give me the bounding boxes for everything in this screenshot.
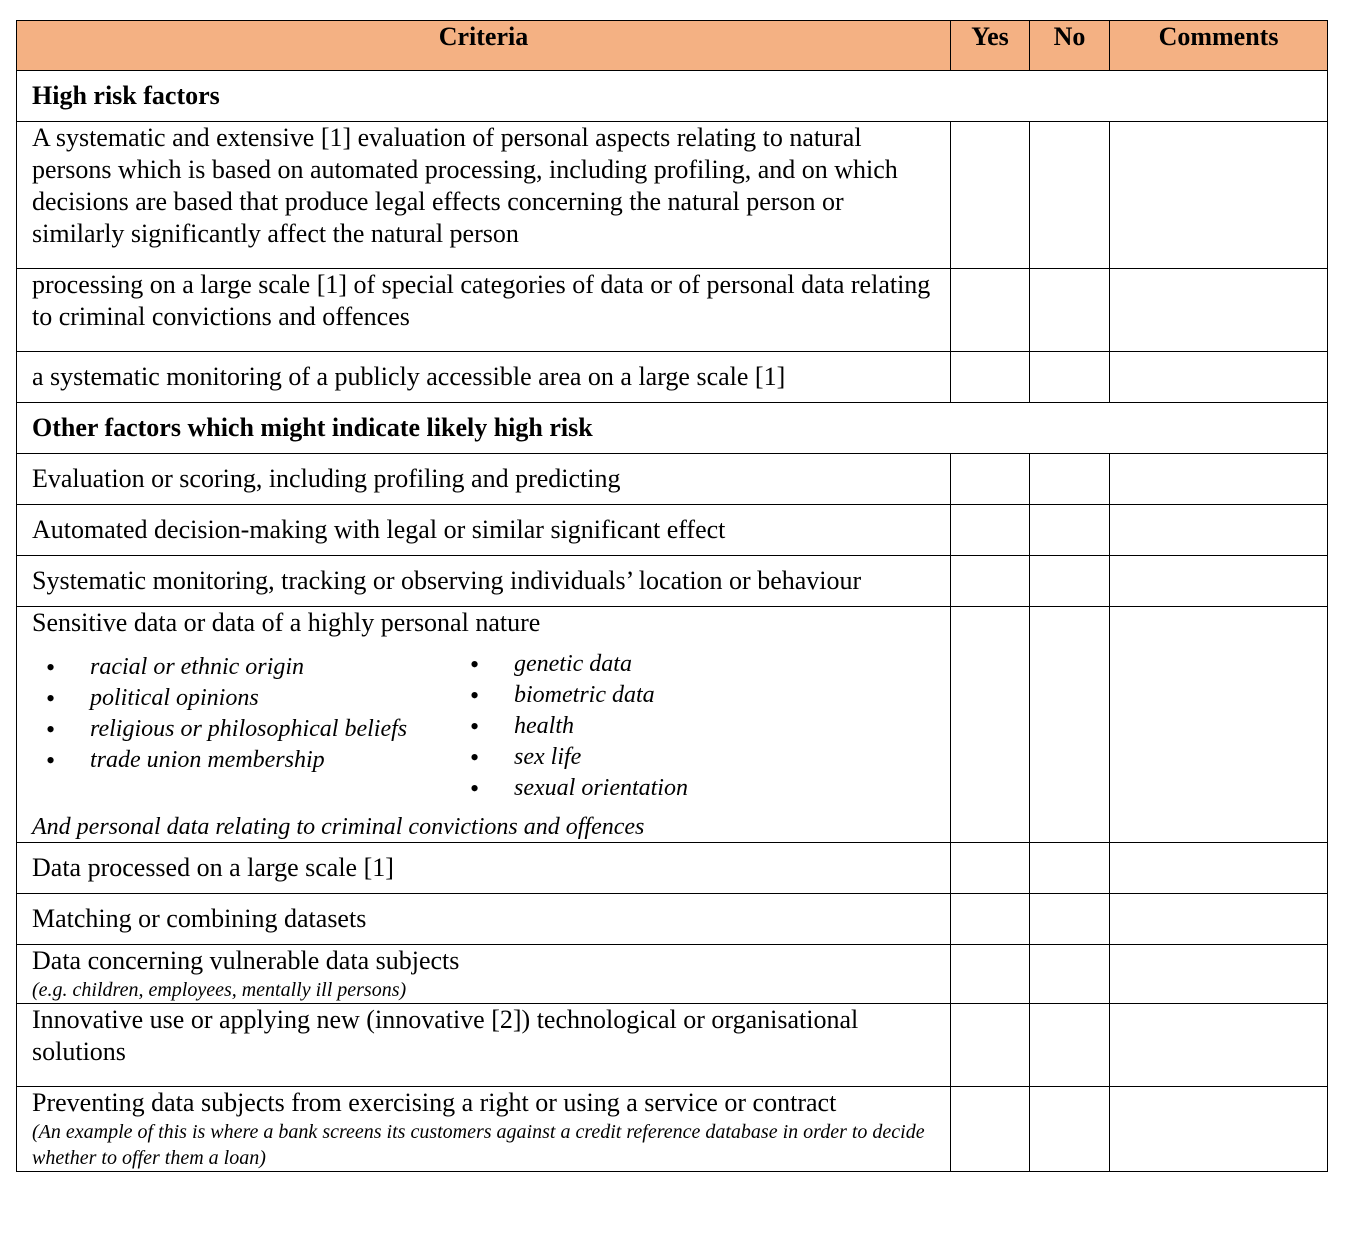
no-cell[interactable]: [1030, 894, 1110, 945]
no-cell[interactable]: [1030, 607, 1110, 843]
comments-cell[interactable]: [1110, 122, 1328, 269]
sensitive-bullet-lists: [32, 649, 935, 804]
no-cell[interactable]: [1030, 1087, 1110, 1172]
list-item: • biometric data: [456, 680, 856, 711]
vulnerable-label: Data concerning vulnerable data subjects: [32, 946, 460, 975]
criteria-cell: A systematic and extensive [1] evaluation of personal aspects relating to natural persons which is based on automated processing, including profiling, and on which decisions are based that produce legal effects concerning the natural person or similarly significantly affect the natural person: [17, 122, 951, 269]
comments-cell[interactable]: [1110, 607, 1328, 843]
criteria-cell: Evaluation or scoring, including profiling and predicting: [17, 454, 951, 505]
no-cell[interactable]: [1030, 505, 1110, 556]
yes-cell[interactable]: [951, 1087, 1030, 1172]
yes-cell[interactable]: [951, 894, 1030, 945]
table-row: [17, 454, 1328, 505]
list-item: • political opinions: [32, 683, 456, 714]
table-row: [17, 122, 1328, 269]
list-item: • racial or ethnic origin: [32, 652, 456, 683]
list-item: • sexual orientation: [456, 773, 856, 804]
comments-cell[interactable]: [1110, 1087, 1328, 1172]
comments-cell[interactable]: [1110, 352, 1328, 403]
table-row: [17, 269, 1328, 352]
criteria-cell: processing on a large scale [1] of special categories of data or of personal data relating to criminal convictions and offences: [17, 269, 951, 352]
yes-cell[interactable]: [951, 352, 1030, 403]
sensitive-label: Sensitive data or data of a highly personal nature: [32, 608, 541, 637]
table-row: [17, 1004, 1328, 1087]
criteria-cell: Automated decision-making with legal or similar significant effect: [17, 505, 951, 556]
header-row: [17, 21, 1328, 71]
comments-cell[interactable]: [1110, 505, 1328, 556]
header-no: No: [1030, 21, 1110, 71]
yes-cell[interactable]: [951, 556, 1030, 607]
table-row-preventing: [17, 1087, 1328, 1172]
table-row-vulnerable: [17, 945, 1328, 1004]
section-row-high-risk: [17, 71, 1328, 122]
criteria-cell: [17, 607, 951, 843]
header-yes: Yes: [951, 21, 1030, 71]
comments-cell[interactable]: [1110, 454, 1328, 505]
yes-cell[interactable]: [951, 269, 1030, 352]
sensitive-list-left: [32, 652, 456, 804]
table-row: [17, 843, 1328, 894]
no-cell[interactable]: [1030, 843, 1110, 894]
table-row: [17, 352, 1328, 403]
no-cell[interactable]: [1030, 945, 1110, 1004]
header-comments: Comments: [1110, 21, 1328, 71]
criteria-cell: [17, 1087, 951, 1172]
criteria-cell: [17, 945, 951, 1004]
comments-cell[interactable]: [1110, 945, 1328, 1004]
section-row-other: [17, 403, 1328, 454]
no-cell[interactable]: [1030, 269, 1110, 352]
comments-cell[interactable]: [1110, 1004, 1328, 1087]
header-criteria: Criteria: [17, 21, 951, 71]
comments-cell[interactable]: [1110, 843, 1328, 894]
comments-cell[interactable]: [1110, 556, 1328, 607]
table-row: [17, 894, 1328, 945]
sensitive-list-right: [456, 649, 856, 804]
criteria-cell: Systematic monitoring, tracking or observing individuals’ location or behaviour: [17, 556, 951, 607]
yes-cell[interactable]: [951, 454, 1030, 505]
no-cell[interactable]: [1030, 1004, 1110, 1087]
table-row: [17, 556, 1328, 607]
list-item: • religious or philosophical beliefs: [32, 714, 456, 745]
yes-cell[interactable]: [951, 843, 1030, 894]
criteria-cell: Innovative use or applying new (innovative [2]) technological or organisational solutions: [17, 1004, 951, 1087]
list-item: • trade union membership: [32, 745, 456, 776]
section-title: Other factors which might indicate likely high risk: [17, 403, 1328, 454]
list-item: • genetic data: [456, 649, 856, 680]
yes-cell[interactable]: [951, 122, 1030, 269]
table-row: [17, 505, 1328, 556]
vulnerable-note: (e.g. children, employees, mentally ill persons): [32, 979, 407, 1001]
preventing-note: (An example of this is where a bank screens its customers against a credit reference database in order to decide whether to offer them a loan): [32, 1121, 925, 1169]
no-cell[interactable]: [1030, 122, 1110, 269]
preventing-label: Preventing data subjects from exercising a right or using a service or contract: [32, 1088, 837, 1117]
list-item: • health: [456, 711, 856, 742]
table-row-sensitive: [17, 607, 1328, 843]
yes-cell[interactable]: [951, 505, 1030, 556]
comments-cell[interactable]: [1110, 269, 1328, 352]
criteria-cell: Matching or combining datasets: [17, 894, 951, 945]
list-item: • sex life: [456, 742, 856, 773]
comments-cell[interactable]: [1110, 894, 1328, 945]
yes-cell[interactable]: [951, 607, 1030, 843]
yes-cell[interactable]: [951, 1004, 1030, 1087]
no-cell[interactable]: [1030, 352, 1110, 403]
yes-cell[interactable]: [951, 945, 1030, 1004]
no-cell[interactable]: [1030, 454, 1110, 505]
section-title: High risk factors: [17, 71, 1328, 122]
dpia-criteria-table: [16, 20, 1328, 1172]
no-cell[interactable]: [1030, 556, 1110, 607]
criteria-cell: a systematic monitoring of a publicly accessible area on a large scale [1]: [17, 352, 951, 403]
criteria-cell: Data processed on a large scale [1]: [17, 843, 951, 894]
sensitive-footnote: And personal data relating to criminal convictions and offences: [32, 814, 645, 840]
